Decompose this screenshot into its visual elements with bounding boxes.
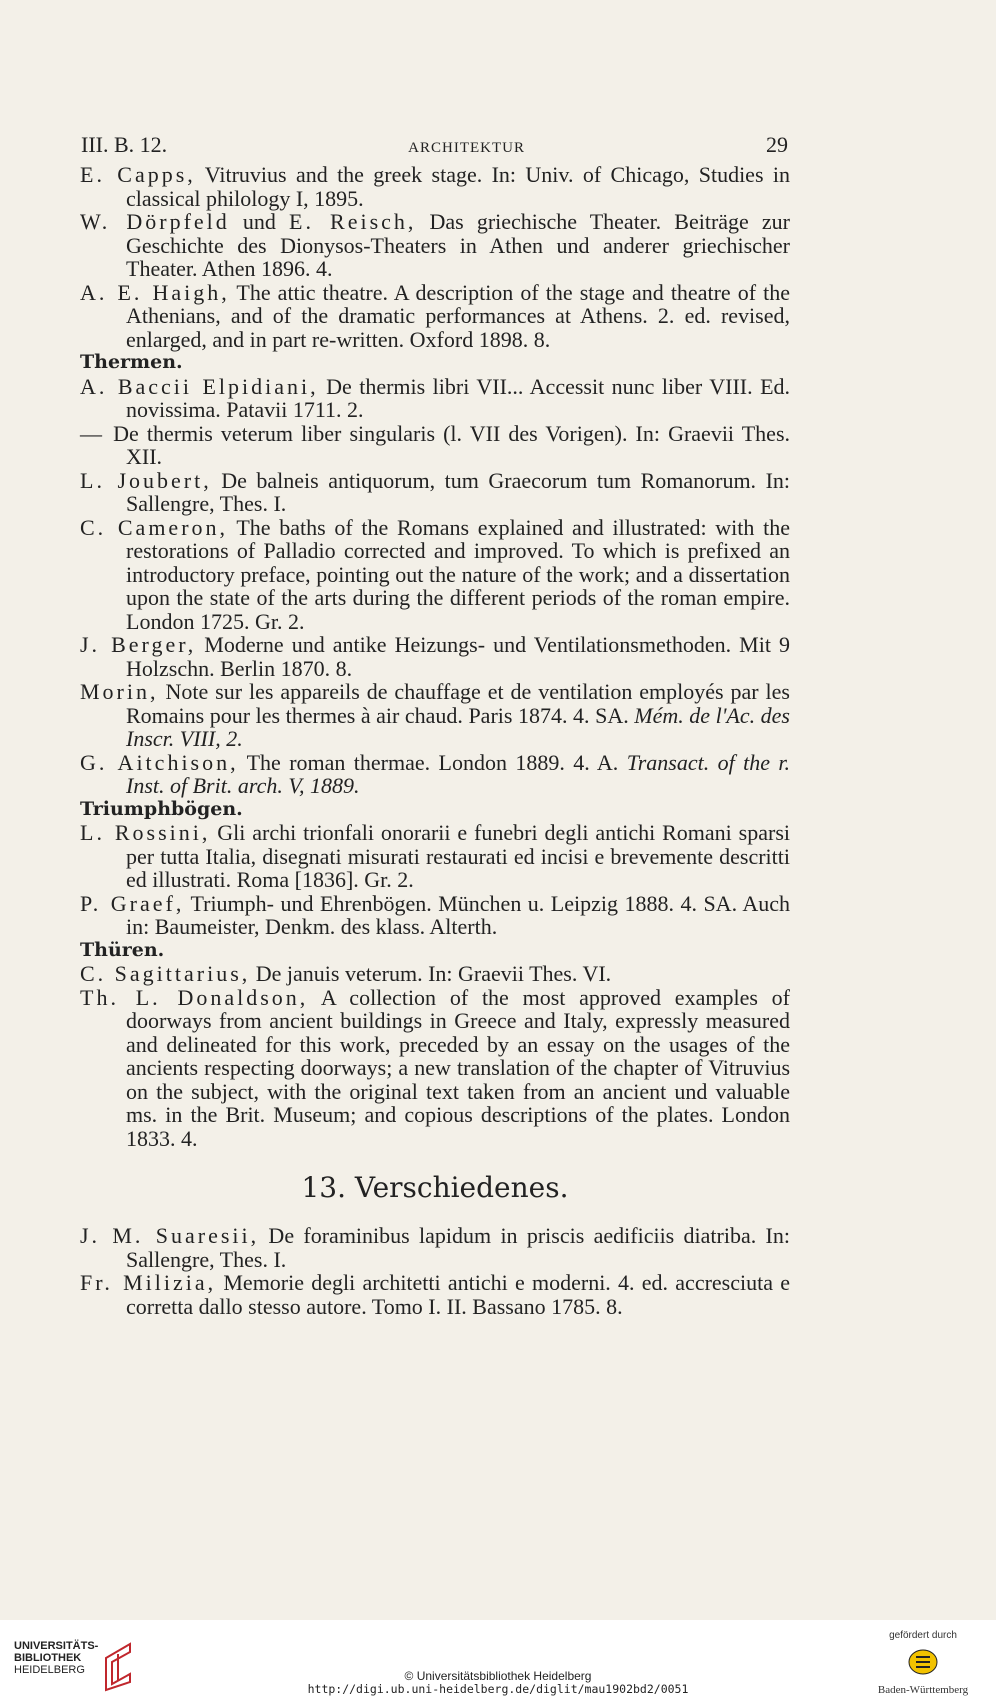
entry-author: Morin, xyxy=(80,679,159,704)
permalink[interactable]: http://digi.ub.uni-heidelberg.de/diglit/mau1902bd2/0051 xyxy=(307,1682,689,1696)
sponsor-label: gefördert durch xyxy=(889,1630,957,1641)
entry-coauthor: E. Reisch, xyxy=(289,209,417,234)
entries-architecture-theatre xyxy=(80,163,790,351)
entry-author: C. Sagittarius, xyxy=(80,961,251,986)
entry-text: De foraminibus lapidum in priscis aedificiis diatriba. In: Sallengre, Thes. I. xyxy=(126,1223,790,1272)
entry-author: E. Capps, xyxy=(80,162,196,187)
entry-author: P. Graef, xyxy=(80,890,185,916)
bibliography-entry xyxy=(80,281,790,352)
bibliography-entry xyxy=(80,516,790,634)
bibliography-entry xyxy=(80,821,790,892)
entry-text: Moderne und antike Heizungs- und Ventilationsmethoden. Mit 9 Holzschn. Berlin 1870. 8. xyxy=(126,632,790,681)
entry-author: L. Joubert, xyxy=(80,467,212,493)
entry-author: C. Cameron, xyxy=(80,514,229,540)
entry-author: J. M. Suaresii, xyxy=(80,1223,260,1248)
bibliography-entry xyxy=(80,892,790,939)
entry-text: Vitruvius and the greek stage. In: Univ. of Chicago, Studies in classical philology I, 1895. xyxy=(126,162,790,211)
entries-thueren xyxy=(80,962,790,1150)
bibliography-entry xyxy=(80,1224,790,1271)
copyright-notice xyxy=(0,1670,996,1696)
chapter-title: 13. Verschiedenes. xyxy=(301,1171,569,1204)
entries-triumphboegen xyxy=(80,821,790,939)
entry-text: The baths of the Romans explained and illustrated: with the restorations of Palladio corrected and improved. To which is prefixed an introductory preface, pointing out the nature of the work; and a dissertation upon the state of the arts during the different periods of the roman empire. London 1725. Gr. 2. xyxy=(126,514,790,634)
entry-journal: Transact. of the r. Inst. of Brit. arch. V, 1889. xyxy=(126,749,791,798)
section-number: III. B. 12. xyxy=(81,132,168,157)
bibliography-entry xyxy=(80,962,790,986)
entry-author: G. Aitchison, xyxy=(80,749,239,775)
entry-text: A collection of the most approved examples of doorways from ancient buildings in Greece and Italy, expressly measured and delineated for this work, preceded by an essay on the usages of the ancients respecting doorways; a new translation of the chapter of Vitruvius on the subject, with the original text taken from an ancient und valuable ms. in the Brit. Museum; and copious descriptions of the plates. London 1833. 4. xyxy=(126,984,790,1151)
logo-line-1: UNIVERSITÄTS- xyxy=(14,1640,99,1652)
sponsor-name: Baden-Württemberg xyxy=(877,1684,969,1696)
page-number: 29 xyxy=(765,132,788,157)
section-heading-triumphboegen: Triumphbögen. xyxy=(80,797,243,820)
bibliography-entry xyxy=(80,1271,790,1318)
section-heading-thueren: Thüren. xyxy=(80,938,165,961)
bibliography-entry xyxy=(80,163,790,210)
entry-text-continued: Das griechische Theater. Beiträge zur Geschichte des Dionysos-Theaters in Athen und anderer griechischer Theater. Athen 1896. 4. xyxy=(126,209,790,281)
section-heading-thermen: Thermen. xyxy=(80,351,183,373)
entry-author: Fr. Milizia, xyxy=(80,1270,217,1295)
bibliography-entry xyxy=(80,422,790,469)
entry-text: Memorie degli architetti antichi e moderni. 4. ed. accresciuta e corretta dallo stesso autore. Tomo I. II. Bassano 1785. 8. xyxy=(126,1270,790,1319)
bibliography-entry xyxy=(80,375,790,422)
entry-text: Gli archi trionfali onorarii e funebri degli antichi Romani sparsi per tutta Italia, disegnati misurati restaurati ed incisi e brevemente descritti ed illustrati. Roma [1836]. Gr. 2. xyxy=(126,820,790,892)
bibliography-entry xyxy=(80,633,790,680)
entry-text: De thermis veterum liber singularis (l. VII des Vorigen). In: Graevii Thes. XII. xyxy=(105,420,790,469)
entry-text: De thermis libri VII... Accessit nunc liber VIII. Ed. novissima. Patavii 1711. 2. xyxy=(126,373,791,422)
state-coat-of-arms-icon xyxy=(908,1647,938,1677)
entry-text: De januis veterum. In: Graevii Thes. VI. xyxy=(250,961,612,986)
entry-author: W. Dörpfeld xyxy=(80,209,230,234)
sponsor-block xyxy=(868,1630,978,1696)
entry-author: J. Berger, xyxy=(80,632,197,657)
bibliography-entry xyxy=(80,210,790,281)
logo-line-2: BIBLIOTHEK xyxy=(14,1652,82,1664)
bibliography-entry xyxy=(80,751,790,798)
entry-journal: Mém. de l'Ac. des Inscr. VIII, 2. xyxy=(126,702,790,751)
entry-text: The attic theatre. A description of the stage and theatre of the Athenians, and of the dramatic performances at Athens. 2. ed. revised, enlarged, and in part re-written. Oxford 1898. 8. xyxy=(126,279,791,352)
entry-author: A. E. Haigh, xyxy=(80,279,230,305)
digitization-footer xyxy=(0,1620,996,1697)
entry-text: Triumph- und Ehrenbögen. München u. Leipzig 1888. 4. SA. Auch in: Baumeister, Denkm. des klass. Alterth. xyxy=(126,890,790,939)
bibliography-entry xyxy=(80,986,790,1151)
page-header xyxy=(81,132,788,158)
entries-verschiedenes xyxy=(80,1224,790,1318)
bibliography-entry xyxy=(80,680,790,751)
entry-author: Th. L. Donaldson, xyxy=(80,984,309,1010)
entry-author: L. Rossini, xyxy=(80,820,211,845)
bibliography-entry xyxy=(80,469,790,516)
bibliography-text xyxy=(80,163,790,1318)
entry-text: De balneis antiquorum, tum Graecorum tum Romanorum. In: Sallengre, Thes. I. xyxy=(126,467,791,516)
entry-text: The roman thermae. London 1889. 4. A. xyxy=(238,749,627,775)
entry-text: Note sur les appareils de chauffage et de ventilation employés par les Romains pour les thermes à air chaud. Paris 1874. 4. SA. xyxy=(126,679,790,728)
running-title: ARCHITEKTUR xyxy=(408,140,525,156)
logo-line-3: HEIDELBERG xyxy=(14,1664,85,1676)
entries-thermen xyxy=(80,375,790,798)
entry-author: A. Baccii Elpidiani, xyxy=(80,373,319,399)
copyright-text: © Universitätsbibliothek Heidelberg xyxy=(404,1669,592,1683)
entry-text: und xyxy=(229,209,289,234)
entry-author: — xyxy=(80,420,105,446)
